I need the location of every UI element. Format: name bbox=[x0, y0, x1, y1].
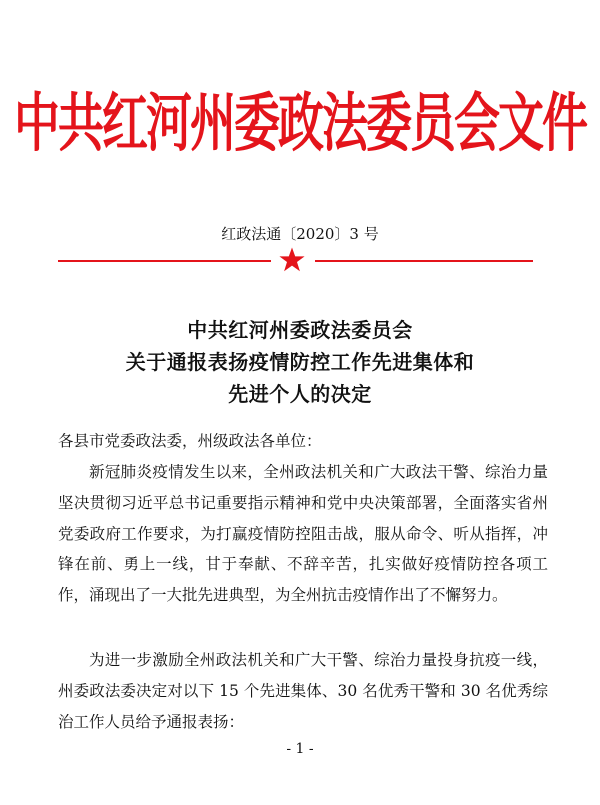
page-number: - 1 - bbox=[286, 741, 314, 757]
document-title bbox=[0, 314, 600, 410]
red-divider-left bbox=[58, 260, 271, 262]
title-line-1: 中共红河州委政法委员会 bbox=[187, 318, 413, 342]
title-line-3: 先进个人的决定 bbox=[228, 382, 372, 406]
document-number: 红政法通〔2020〕3 号 bbox=[221, 225, 379, 243]
red-divider-right bbox=[315, 260, 533, 262]
document-header-title: 中共红河州委政法委员会文件 bbox=[14, 85, 586, 161]
star-icon bbox=[278, 246, 306, 274]
body-paragraph-2: 为进一步激励全州政法机关和广大干警、综治力量投身抗疫一线，州委政法委决定对以下 15 个先进集体、30 名优秀干警和 30 名优秀综治工作人员给予通报表扬： bbox=[58, 651, 548, 731]
body-paragraph-1: 新冠肺炎疫情发生以来，全州政法机关和广大政法干警、综治力量坚决贯彻习近平总书记重要指示精神和党中央决策部署，全面落实省州党委政府工作要求，为打赢疫情防控阻击战，服从命令、听从指挥，冲锋在前、勇上一线，甘于奉献、不辞辛苦，扎实做好疫情防控各项工作，涌现出了一大批先进典型，为全州抗击疫情作出了不懈努力。 bbox=[58, 463, 548, 605]
title-line-2: 关于通报表扬疫情防控工作先进集体和 bbox=[125, 350, 475, 374]
salutation: 各县市党委政法委，州级政法各单位： bbox=[58, 432, 322, 450]
